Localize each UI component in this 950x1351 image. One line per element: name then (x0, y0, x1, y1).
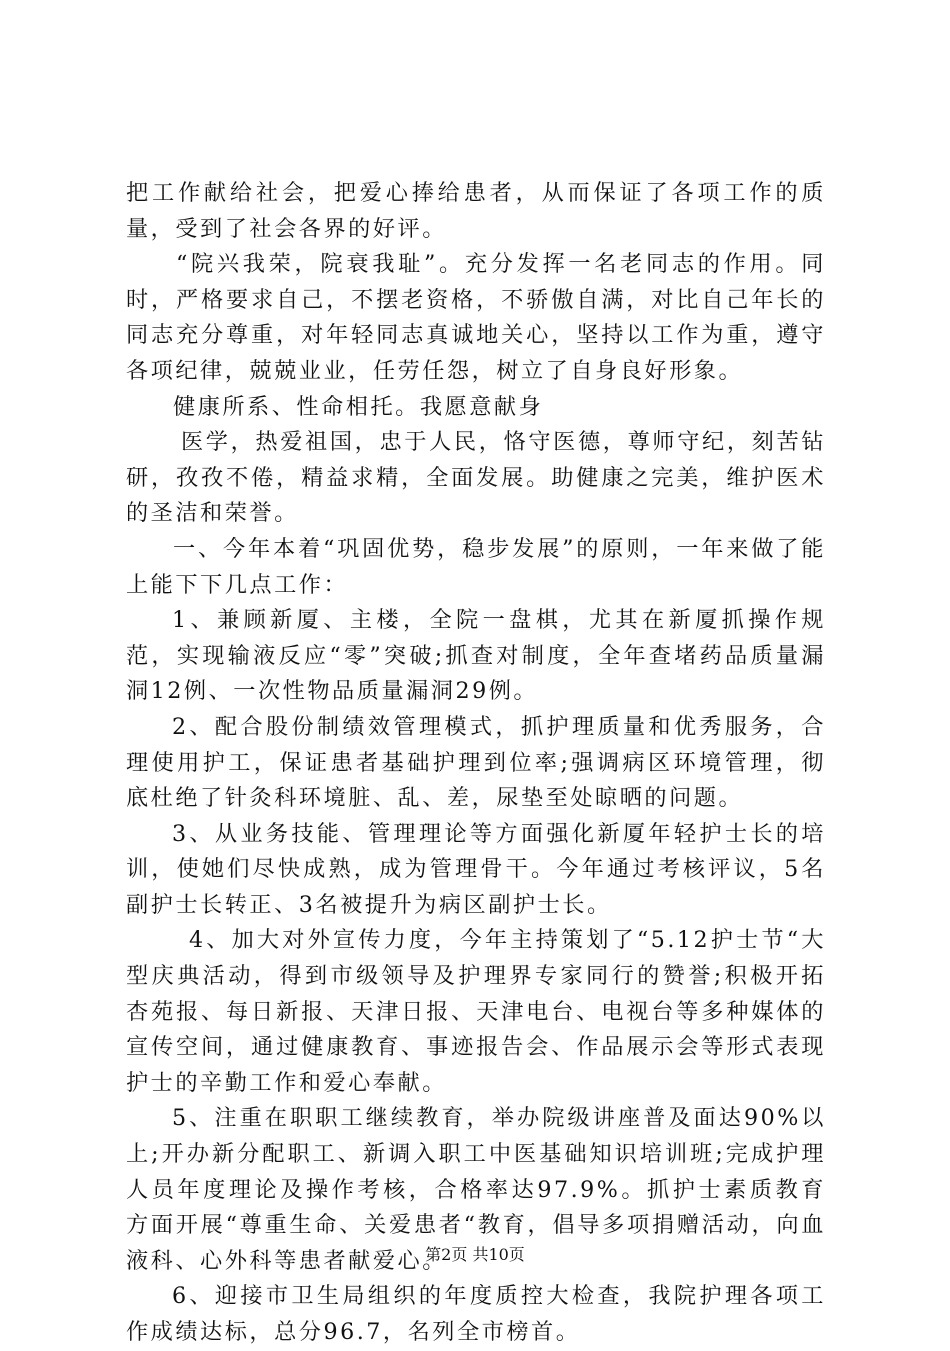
list-item-5: 5、注重在职职工继续教育，举办院级讲座普及面达90%以上;开办新分配职工、新调入职工中医基础知识培训班;完成护理人员年度理论及操作考核，合格率达97.9%。抓护士素质教育方面开展“尊重生命、关爱患者“教育，倡导多项捐赠活动，向血液科、心外科等患者献爱心。 (126, 1105, 826, 1274)
list-item-3: 3、从业务技能、管理理论等方面强化新厦年轻护士长的培训，使她们尽快成熟，成为管理骨干。今年通过考核评议，5名副护士长转正、3名被提升为病区副护士长。 (126, 820, 826, 918)
list-item-2: 2、配合股份制绩效管理模式，抓护理质量和优秀服务，合理使用护工，保证患者基础护理到位率;强调病区环境管理，彻底杜绝了针灸科环境脏、乱、差，尿垫至处晾晒的问题。 (126, 713, 826, 812)
paragraph-hospital-honor: “院兴我荣，院衰我耻”。充分发挥一名老同志的作用。同时，严格要求自己，不摆老资格，不骄傲自满，对比自己年长的同志充分尊重，对年轻同志真诚地关心，坚持以工作为重，遵守各项纪律，兢兢业业，任劳任怨，树立了自身良好形象。 (126, 251, 826, 384)
document-body (126, 176, 826, 1351)
paragraph-section-one: 一、今年本着“巩固优势，稳步发展”的原则，一年来做了能上能下下几点工作： (126, 535, 826, 598)
paragraph-continuation: 把工作献给社会，把爱心捧给患者，从而保证了各项工作的质量，受到了社会各界的好评。 (126, 180, 826, 242)
page-number-footer: 第2页 共10页 (425, 1245, 525, 1264)
paragraph-medicine: 医学，热爱祖国，忠于人民，恪守医德，尊师守纪，刻苦钻研，孜孜不倦，精益求精，全面发展。助健康之完美，维护医术的圣洁和荣誉。 (126, 429, 826, 527)
paragraph-health-oath: 健康所系、性命相托。我愿意献身 (173, 393, 544, 420)
list-item-1: 1、兼顾新厦、主楼，全院一盘棋，尤其在新厦抓操作规范，实现输液反应“零”突破;抓查对制度，全年查堵药品质量漏洞12例、一次性物品质量漏洞29例。 (126, 607, 826, 705)
list-item-6: 6、迎接市卫生局组织的年度质控大检查，我院护理各项工作成绩达标，总分96.7，名列全市榜首。 (126, 1283, 826, 1345)
list-item-4: 4、加大对外宣传力度，今年主持策划了“5.12护士节“大型庆典活动，得到市级领导及护理界专家同行的赞誉;积极开拓杏苑报、每日新报、天津日报、天津电台、电视台等多种媒体的宣传空间，通过健康教育、事迹报告会、作品展示会等形式表现护士的辛勤工作和爱心奉献。 (126, 927, 826, 1096)
